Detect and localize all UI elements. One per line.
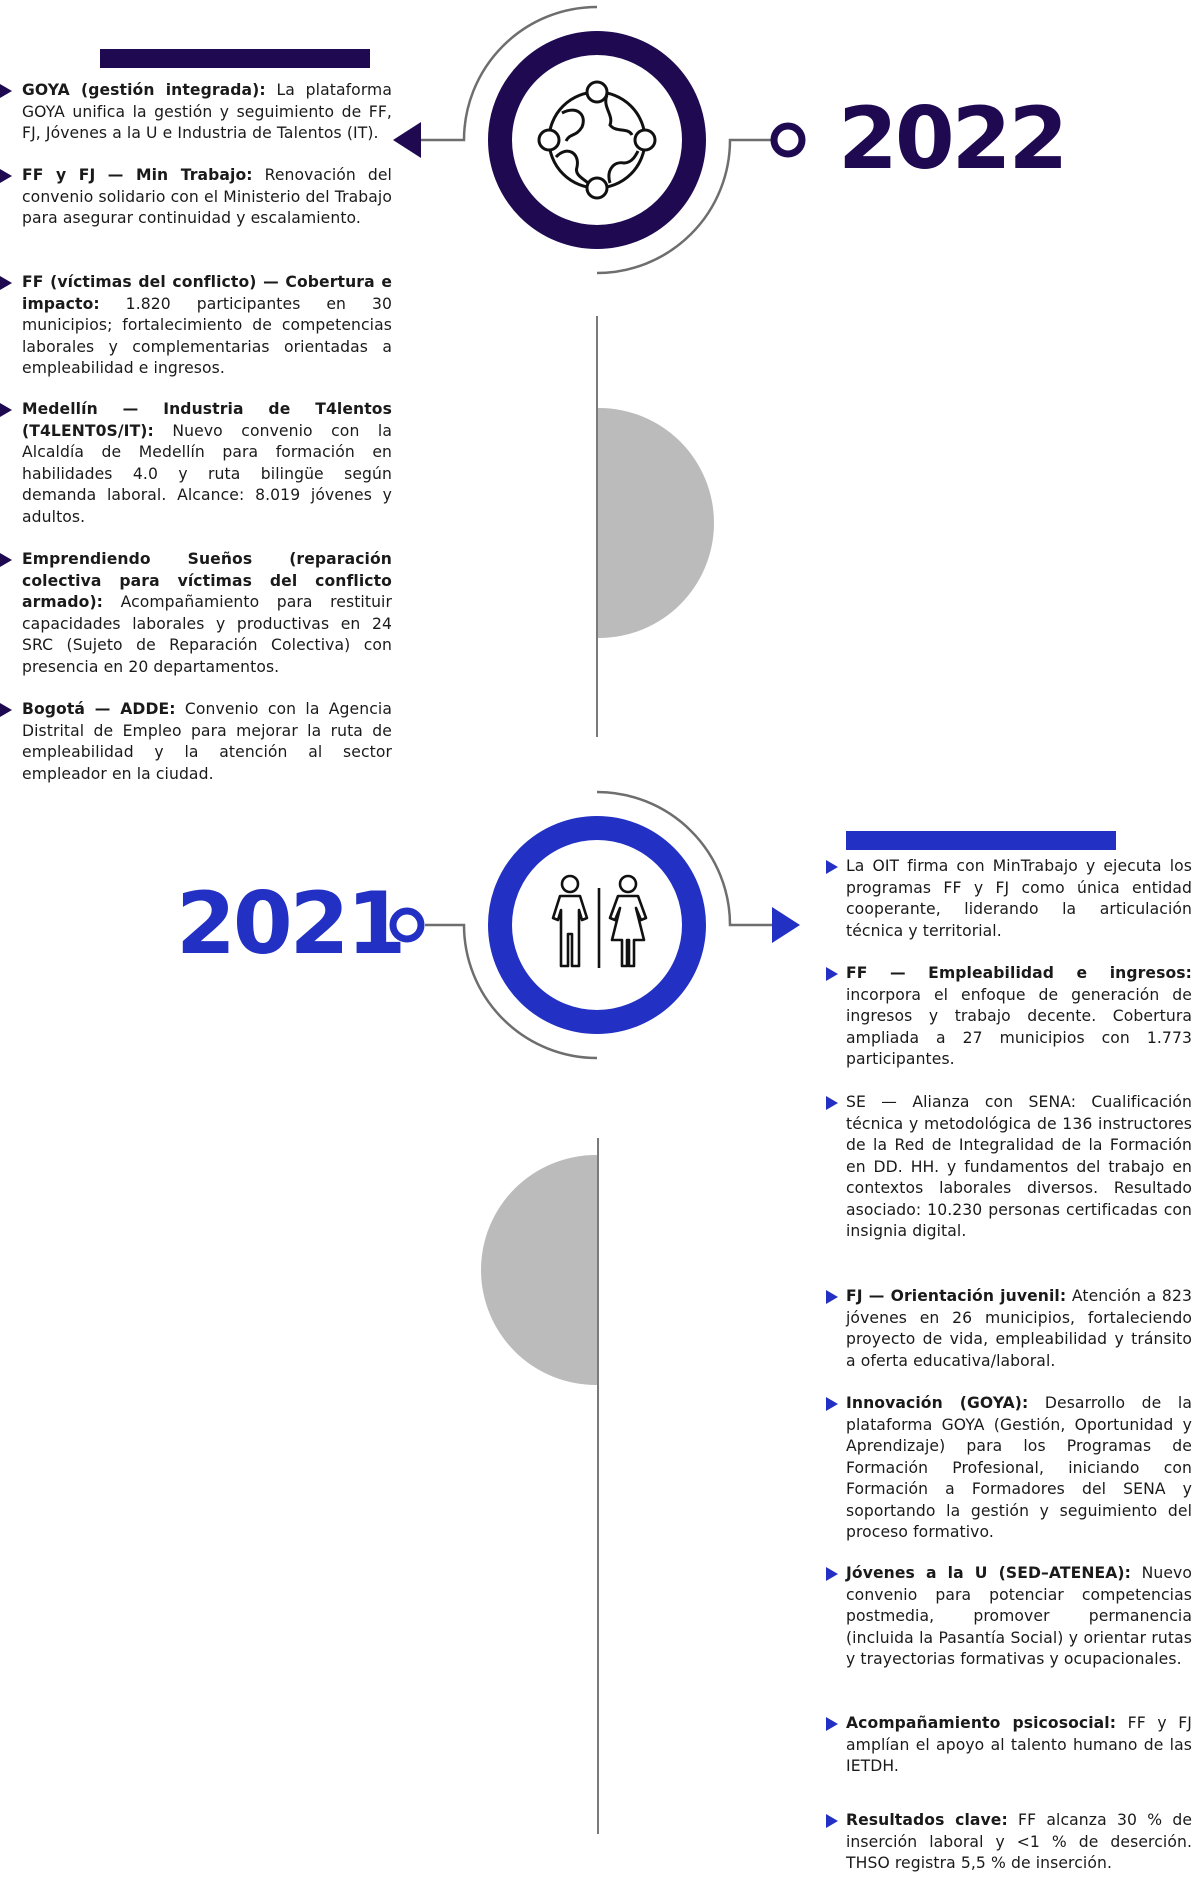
milestone-body: Atención a 823 jóvenes en 26 municipios, fortaleciendo proyecto de vida, empleabilidad y tránsito a oferta educativa/laboral. bbox=[846, 1287, 1192, 1370]
milestone-item bbox=[846, 1092, 1192, 1243]
decorative-semicircle-2021 bbox=[481, 1155, 597, 1385]
milestone-body: 1.820 participantes en 30 municipios; fortalecimiento de competencias laborales y complementarias orientadas a empleabilidad e ingresos. bbox=[22, 294, 393, 377]
milestone-item bbox=[846, 1393, 1192, 1544]
bullet-triangle-icon bbox=[826, 1397, 838, 1411]
milestone-item bbox=[846, 963, 1192, 1071]
bullet-triangle-icon bbox=[0, 276, 12, 290]
milestone-title: FF y FJ — Min Trabajo: bbox=[22, 166, 253, 184]
bullet-triangle-icon bbox=[826, 1567, 838, 1581]
milestone-title: Emprendiendo Sueños (reparación colectiva para víctimas del conflicto armado): bbox=[22, 550, 392, 611]
milestone-body: Acompañamiento para restituir capacidades laborales y productivas en 24 SRC (Sujeto de Reparación Colectiva) con presencia en 20 departamentos. bbox=[22, 593, 392, 676]
bullet-triangle-icon bbox=[0, 169, 12, 183]
globe-people-icon bbox=[532, 75, 662, 205]
milestone-body: FF alcanza 30 % de inserción laboral y <1 % de deserción. THSO registra 5,5 % de inserción. bbox=[846, 1811, 1193, 1872]
year-label-2022: 2022 bbox=[838, 89, 1066, 189]
right-arrow-icon bbox=[772, 907, 802, 943]
year-label-2021: 2021 bbox=[176, 874, 404, 974]
milestone-item bbox=[846, 1713, 1192, 1778]
timeline-vertical-line-2021 bbox=[597, 1138, 599, 1834]
bullet-triangle-icon bbox=[826, 860, 838, 874]
milestone-title: Innovación (GOYA): bbox=[846, 1394, 1029, 1412]
milestone-title: Medellín — Industria de T4lentos (T4LENT0S/IT): bbox=[22, 400, 392, 440]
milestone-item bbox=[22, 399, 392, 528]
milestone-title: FJ — Orientación juvenil: bbox=[846, 1287, 1067, 1305]
bullet-triangle-icon bbox=[826, 1814, 838, 1828]
milestone-item bbox=[846, 1810, 1192, 1875]
bullet-triangle-icon bbox=[826, 1290, 838, 1304]
milestone-item bbox=[22, 80, 392, 145]
year-marker-dot-2022 bbox=[768, 120, 808, 160]
bullet-triangle-icon bbox=[0, 403, 12, 417]
milestone-item bbox=[846, 1286, 1192, 1372]
milestone-title: Jóvenes a la U (SED–ATENEA): bbox=[846, 1564, 1131, 1582]
bullet-triangle-icon bbox=[826, 1096, 838, 1110]
milestone-item bbox=[22, 699, 392, 785]
milestone-title: Bogotá — ADDE: bbox=[22, 700, 176, 718]
milestone-body: Desarrollo de la plataforma GOYA (Gestión, Oportunidad y Aprendizaje) para los Programas de Formación Profesional, iniciando con Formación a Formadores del SENA y soportando la gestión y seguimiento del proceso formativo. bbox=[846, 1394, 1192, 1541]
milestone-item bbox=[22, 272, 392, 380]
milestone-body: Convenio con la Agencia Distrital de Empleo para mejorar la ruta de empleabilidad y la atención al sector empleador en la ciudad. bbox=[22, 700, 392, 783]
milestone-body: La plataforma GOYA unifica la gestión y seguimiento de FF, FJ, Jóvenes a la U e Industria de Talentos (IT). bbox=[22, 81, 393, 142]
milestone-item bbox=[846, 1563, 1192, 1671]
bullet-triangle-icon bbox=[0, 703, 12, 717]
bullet-triangle-icon bbox=[826, 967, 838, 981]
milestone-title: GOYA (gestión integrada): bbox=[22, 81, 266, 99]
milestone-body: SE — Alianza con SENA: Cualificación técnica y metodológica de 136 instructores de la Red de Integralidad de la Formación en DD. HH. y fundamentos del trabajo en contextos laborales diversos. Resultado asociado: 10.230 personas certificadas con insignia digital. bbox=[846, 1093, 1192, 1240]
milestone-item bbox=[22, 165, 392, 230]
milestone-item bbox=[846, 856, 1192, 942]
milestone-title: FF — Empleabilidad e ingresos: bbox=[846, 964, 1192, 982]
restroom-man-woman-icon bbox=[550, 874, 650, 970]
bullet-triangle-icon bbox=[0, 553, 12, 567]
milestone-item bbox=[22, 549, 392, 678]
milestone-body: Nuevo convenio con la Alcaldía de Medellín para formación en habilidades 4.0 y ruta bilingüe según demanda laboral. Alcance: 8.019 jóvenes y adultos. bbox=[22, 421, 393, 526]
bullet-triangle-icon bbox=[0, 84, 12, 98]
milestone-body: incorpora el enfoque de generación de ingresos y trabajo decente. Cobertura ampliada a 27 municipios con 1.773 participantes. bbox=[846, 985, 1192, 1068]
milestone-body: Renovación del convenio solidario con el Ministerio del Trabajo para asegurar continuidad y escalamiento. bbox=[22, 166, 392, 227]
milestone-title: FF (víctimas del conflicto) — Cobertura e impacto: bbox=[22, 273, 392, 313]
milestone-title: Acompañamiento psicosocial: bbox=[846, 1714, 1117, 1732]
milestone-body: Nuevo convenio para potenciar competencias postmedia, promover permanencia (incluida la Pasantía Social) y orientar rutas y trayectorias formativas y ocupacionales. bbox=[846, 1564, 1192, 1668]
left-arrow-icon bbox=[393, 122, 423, 158]
bullet-triangle-icon bbox=[826, 1717, 838, 1731]
milestone-body: La OIT firma con MinTrabajo y ejecuta los programas FF y FJ como única entidad cooperante, liderando la articulación técnica y territorial. bbox=[846, 857, 1192, 940]
milestone-title: Resultados clave: bbox=[846, 1811, 1008, 1829]
decorative-semicircle-2022 bbox=[598, 408, 714, 638]
milestone-body: FF y FJ amplían el apoyo al talento humano de las IETDH. bbox=[846, 1714, 1192, 1775]
